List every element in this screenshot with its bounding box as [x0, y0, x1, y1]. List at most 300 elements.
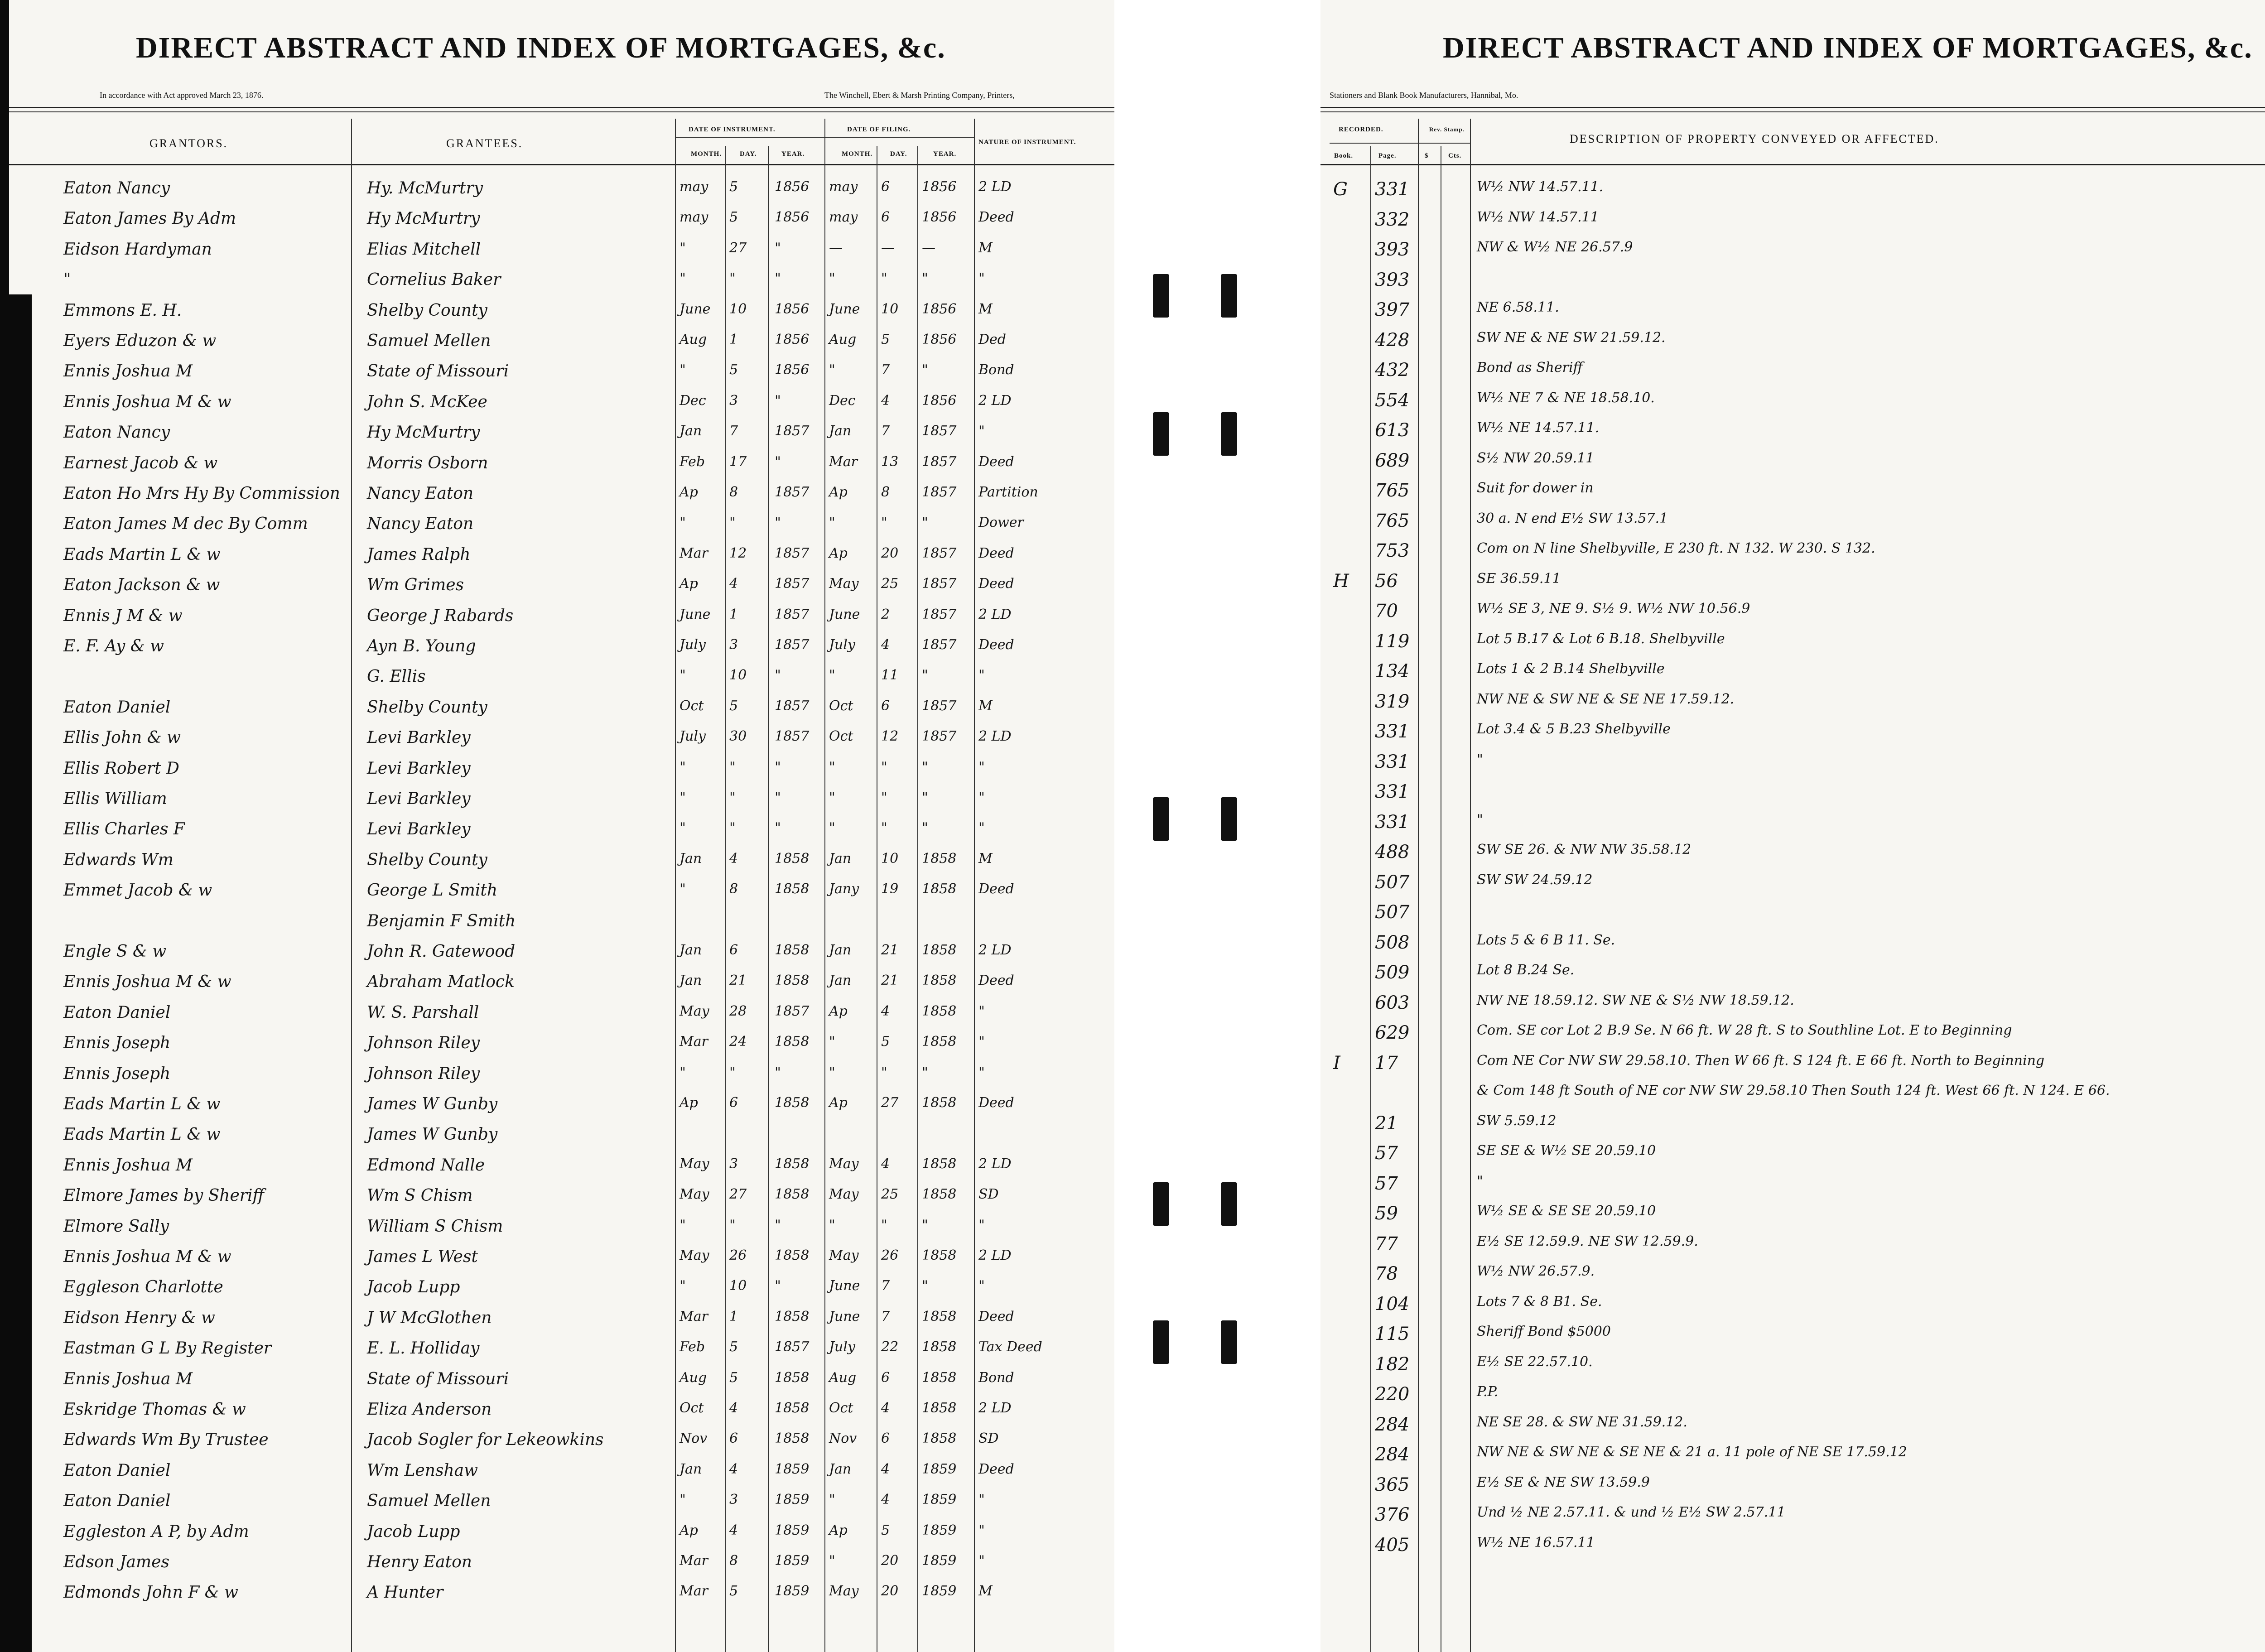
filing-month: ": [829, 790, 835, 805]
filing-day: 4: [881, 392, 890, 409]
instrument-year: 1858: [775, 942, 810, 958]
instrument-day: 5: [729, 179, 738, 195]
instrument-month: ": [680, 270, 686, 287]
grantee-name: Benjamin F Smith: [367, 911, 516, 930]
filing-month: ": [829, 759, 835, 775]
page-number: 21: [1375, 1113, 1398, 1134]
column-line: [351, 119, 352, 1652]
grantee-name: Samuel Mellen: [367, 332, 491, 350]
cents-header: Cts.: [1448, 152, 1462, 159]
instrument-year: ": [775, 392, 781, 409]
property-description: Com. SE cor Lot 2 B.9 Se. N 66 ft. W 28 ft. S to Southline Lot. E to Beginning: [1477, 1022, 2012, 1038]
property-description: S½ NW 20.59.11: [1477, 450, 1595, 466]
page-number: 220: [1375, 1384, 1410, 1405]
instrument-month: may: [680, 179, 708, 195]
filing-month: Jan: [829, 850, 852, 867]
filing-month: June: [829, 1308, 860, 1324]
filing-year: 1858: [922, 1430, 957, 1447]
instrument-day: 10: [729, 667, 747, 684]
instrument-nature: ": [978, 1553, 985, 1569]
filing-year: ": [922, 515, 928, 531]
page-number: 507: [1375, 872, 1410, 893]
month-header: MONTH.: [842, 150, 873, 158]
filing-year: 1858: [922, 973, 957, 989]
grantee-name: Wm Lenshaw: [367, 1461, 478, 1480]
filing-month: Jan: [829, 1461, 852, 1477]
grantor-name: Ennis Joshua M: [63, 362, 193, 381]
property-description: NE 6.58.11.: [1477, 299, 1559, 315]
instrument-day: 10: [729, 1278, 747, 1294]
grantor-name: Ennis Joshua M: [63, 1369, 193, 1388]
grantor-name: Ennis Joseph: [63, 1034, 171, 1053]
header-rule: [1320, 107, 2265, 108]
instrument-month: Oct: [680, 698, 704, 714]
instrument-day: 28: [729, 1003, 747, 1019]
page-number: 332: [1375, 209, 1410, 230]
day-header: DAY.: [890, 150, 907, 158]
instrument-day: 26: [729, 1247, 747, 1263]
instrument-nature: ": [978, 1492, 985, 1508]
property-description: W½ NW 14.57.11: [1477, 209, 1599, 225]
book-letter: G: [1333, 179, 1348, 200]
grantor-name: Eidson Henry & w: [63, 1308, 215, 1327]
grantee-name: George L Smith: [367, 881, 498, 900]
grantee-name: Eliza Anderson: [367, 1400, 492, 1419]
grantor-name: Eads Martin L & w: [63, 1095, 221, 1113]
filing-day: ": [881, 1217, 887, 1233]
page-number: 78: [1375, 1263, 1398, 1284]
instrument-day: ": [729, 270, 736, 287]
page-number: 432: [1375, 360, 1410, 380]
grantor-name: Ennis Joshua M & w: [63, 1247, 231, 1266]
grantees-header: GRANTEES.: [446, 137, 523, 150]
property-description: & Com 148 ft South of NE cor NW SW 29.58.10 Then South 124 ft. West 66 ft. N 124. E 66.: [1477, 1083, 2110, 1098]
instrument-day: ": [729, 759, 736, 775]
page-number: 182: [1375, 1353, 1410, 1375]
filing-year: ": [922, 1217, 928, 1233]
grantee-name: Wm S Chism: [367, 1186, 473, 1205]
filing-year: 1858: [922, 1003, 957, 1019]
filing-month: ": [829, 667, 835, 684]
month-header: MONTH.: [691, 150, 722, 158]
instrument-nature: Bond: [978, 362, 1014, 378]
instrument-day: 5: [729, 209, 738, 226]
instrument-day: 5: [729, 1583, 738, 1599]
instrument-day: 8: [729, 484, 738, 500]
instrument-month: ": [680, 1278, 686, 1294]
page-number: 331: [1375, 751, 1410, 772]
instrument-day: 5: [729, 1369, 738, 1386]
instrument-day: ": [729, 820, 736, 836]
filing-year: 1856: [922, 209, 957, 226]
page-header: Page.: [1378, 152, 1397, 159]
instrument-month: Feb: [680, 453, 705, 470]
filing-year: 1859: [922, 1522, 957, 1538]
instrument-nature: ": [978, 423, 985, 439]
property-description: Und ½ NE 2.57.11. & und ½ E½ SW 2.57.11: [1477, 1504, 1786, 1520]
property-description: NW NE 18.59.12. SW NE & S½ NW 18.59.12.: [1477, 992, 1794, 1008]
property-description: W½ NW 26.57.9.: [1477, 1263, 1595, 1279]
grantor-name: Ellis Robert D: [63, 759, 179, 778]
column-line: [1470, 119, 1471, 1652]
filing-month: ": [829, 362, 835, 378]
property-description: E½ SE & NE SW 13.59.9: [1477, 1474, 1650, 1490]
grantor-name: Eaton James M dec By Comm: [63, 515, 308, 534]
filing-day: 6: [881, 209, 890, 226]
instrument-day: 30: [729, 728, 747, 745]
instrument-year: ": [775, 270, 781, 287]
filing-month: ": [829, 1492, 835, 1508]
property-description: SW SE 26. & NW NW 35.58.12: [1477, 842, 1692, 857]
instrument-year: 1858: [775, 973, 810, 989]
instrument-month: Jan: [680, 423, 702, 439]
filing-month: Nov: [829, 1430, 857, 1447]
grantor-name: Edwards Wm: [63, 850, 173, 869]
filing-month: Dec: [829, 392, 856, 409]
instrument-nature: Deed: [978, 973, 1014, 989]
grantee-name: Levi Barkley: [367, 820, 471, 839]
grantor-name: Ennis Joshua M & w: [63, 973, 231, 992]
grantee-name: G. Ellis: [367, 667, 426, 686]
page-number: 331: [1375, 721, 1410, 742]
property-description: SW NE & NE SW 21.59.12.: [1477, 329, 1666, 346]
instrument-month: Mar: [680, 545, 708, 561]
instrument-month: May: [680, 1247, 709, 1263]
grantor-name: Eggleson Charlotte: [63, 1278, 223, 1297]
instrument-nature: ": [978, 820, 985, 836]
filing-month: ": [829, 270, 835, 287]
filing-day: 4: [881, 1492, 890, 1508]
page-number: 405: [1375, 1534, 1410, 1556]
filing-year: —: [922, 240, 935, 256]
column-line: [768, 146, 769, 1652]
instrument-day: 27: [729, 1186, 747, 1203]
day-header: DAY.: [740, 150, 757, 158]
grantor-name: Eaton Daniel: [63, 1492, 171, 1511]
book-header: Book.: [1334, 152, 1354, 159]
grantor-name: Earnest Jacob & w: [63, 453, 218, 472]
filing-year: 1858: [922, 881, 957, 897]
property-description: ": [1477, 751, 1483, 767]
publisher-note: Stationers and Blank Book Manufacturers, Hannibal, Mo.: [1330, 91, 1518, 100]
property-description: SW SW 24.59.12: [1477, 872, 1593, 888]
instrument-month: July: [680, 728, 706, 745]
act-note: In accordance with Act approved March 23, 1876.: [100, 91, 264, 100]
grantor-name: Ennis Joshua M: [63, 1156, 193, 1175]
instrument-year: 1857: [775, 545, 810, 561]
instrument-day: 1: [729, 332, 738, 347]
filing-month: ": [829, 1034, 835, 1050]
page-number: 765: [1375, 510, 1410, 531]
recorded-header: RECORDED.: [1339, 126, 1383, 133]
instrument-year: 1858: [775, 1369, 810, 1386]
filing-year: 1857: [922, 453, 957, 470]
instrument-nature: 2 LD: [978, 1400, 1012, 1416]
grantor-name: Eastman G L By Register: [63, 1339, 272, 1358]
instrument-year: ": [775, 759, 781, 775]
instrument-day: 24: [729, 1034, 747, 1050]
left-ledger-page: [9, 0, 1114, 1652]
grantee-name: W. S. Parshall: [367, 1003, 479, 1022]
instrument-year: 1856: [775, 179, 810, 195]
filing-year: ": [922, 270, 928, 287]
instrument-year: 1858: [775, 881, 810, 897]
page-number: 57: [1375, 1143, 1398, 1164]
instrument-year: 1858: [775, 1308, 810, 1324]
filing-day: ": [881, 759, 887, 775]
instrument-day: 5: [729, 1339, 738, 1355]
binding-hole: [1153, 1182, 1169, 1226]
grantor-name: Edmonds John F & w: [63, 1583, 238, 1602]
instrument-nature: 2 LD: [978, 1156, 1012, 1172]
instrument-month: ": [680, 759, 686, 775]
grantee-name: Henry Eaton: [367, 1553, 472, 1571]
page-number: 509: [1375, 962, 1410, 983]
instrument-day: 3: [729, 637, 738, 653]
filing-month: Oct: [829, 728, 853, 745]
grantee-name: Hy McMurtry: [367, 423, 480, 442]
instrument-month: ": [680, 790, 686, 805]
filing-month: may: [829, 179, 858, 195]
description-header: DESCRIPTION OF PROPERTY CONVEYED OR AFFECTED.: [1570, 132, 1939, 145]
instrument-year: 1857: [775, 1003, 810, 1019]
instrument-nature: SD: [978, 1186, 999, 1203]
instrument-nature: 2 LD: [978, 606, 1012, 622]
filing-year: ": [922, 1064, 928, 1080]
page-number: 17: [1375, 1052, 1398, 1074]
page-number: 70: [1375, 601, 1398, 621]
grantee-name: E. L. Holliday: [367, 1339, 480, 1358]
grantor-name: Engle S & w: [63, 942, 167, 961]
instrument-month: May: [680, 1156, 709, 1172]
instrument-month: Ap: [680, 1522, 698, 1538]
instrument-month: May: [680, 1003, 709, 1019]
property-description: SE SE & W½ SE 20.59.10: [1477, 1143, 1656, 1159]
grantee-name: Hy. McMurtry: [367, 179, 483, 197]
property-description: W½ NE 7 & NE 18.58.10.: [1477, 390, 1655, 406]
instrument-nature: Deed: [978, 453, 1014, 470]
instrument-nature: ": [978, 1278, 985, 1294]
filing-day: 6: [881, 1369, 890, 1386]
filing-day: 4: [881, 1003, 890, 1019]
date-filing-header: DATE OF FILING.: [847, 126, 911, 133]
instrument-day: 8: [729, 881, 738, 897]
instrument-year: ": [775, 790, 781, 805]
filing-year: ": [922, 759, 928, 775]
grantor-name: Edson James: [63, 1553, 169, 1571]
instrument-nature: Deed: [978, 576, 1014, 592]
instrument-month: Jan: [680, 942, 702, 958]
page-number: 56: [1375, 570, 1398, 592]
instrument-nature: ": [978, 759, 985, 775]
filing-day: 4: [881, 1156, 890, 1172]
filing-month: ": [829, 515, 835, 531]
instrument-nature: 2 LD: [978, 392, 1012, 409]
instrument-day: 5: [729, 362, 738, 378]
column-line: [974, 119, 975, 1652]
grantor-name: Eaton Daniel: [63, 1003, 171, 1022]
grantor-name: Ennis Joshua M & w: [63, 392, 231, 411]
filing-day: 4: [881, 1461, 890, 1477]
grantee-name: James W Gunby: [367, 1095, 498, 1113]
page-number: 488: [1375, 842, 1410, 862]
header-rule: [1320, 111, 2265, 112]
binding-hole: [1153, 412, 1169, 456]
grantee-name: Jacob Lupp: [367, 1278, 460, 1297]
instrument-nature: ": [978, 790, 985, 805]
filing-day: 20: [881, 1583, 899, 1599]
instrument-day: 6: [729, 1430, 738, 1447]
column-line: [1418, 119, 1419, 1652]
page-number: 603: [1375, 992, 1410, 1013]
filing-year: 1858: [922, 1400, 957, 1416]
instrument-nature: M: [978, 1583, 993, 1599]
instrument-year: 1857: [775, 1339, 810, 1355]
grantee-name: Jacob Lupp: [367, 1522, 460, 1541]
instrument-month: Jan: [680, 1461, 702, 1477]
filing-month: May: [829, 1247, 859, 1263]
property-description: Lot 5 B.17 & Lot 6 B.18. Shelbyville: [1477, 631, 1725, 647]
date-instrument-header: DATE OF INSTRUMENT.: [689, 126, 776, 133]
filing-year: ": [922, 1278, 928, 1294]
property-description: Sheriff Bond $5000: [1477, 1324, 1611, 1339]
grantee-name: John R. Gatewood: [367, 942, 516, 961]
instrument-nature: ": [978, 1064, 985, 1080]
filing-month: Jan: [829, 423, 852, 439]
instrument-day: 17: [729, 453, 747, 470]
grantee-name: Nancy Eaton: [367, 515, 474, 534]
filing-day: 4: [881, 1400, 890, 1416]
filing-day: 5: [881, 1522, 890, 1538]
page-number: 284: [1375, 1444, 1410, 1465]
instrument-day: 1: [729, 1308, 738, 1324]
filing-day: 20: [881, 545, 899, 561]
page-number: 689: [1375, 450, 1410, 471]
instrument-day: ": [729, 790, 736, 805]
instrument-nature: SD: [978, 1430, 999, 1447]
filing-day: 11: [881, 667, 899, 684]
filing-day: 8: [881, 484, 890, 500]
recorded-header-rule: [1330, 143, 1470, 144]
property-description: Suit for dower in: [1477, 480, 1594, 496]
filing-day: ": [881, 270, 887, 287]
grantor-name: Eaton Daniel: [63, 1461, 171, 1480]
property-description: Com on N line Shelbyville, E 230 ft. N 132. W 230. S 132.: [1477, 540, 1875, 556]
instrument-nature: ": [978, 667, 985, 684]
right-page-title: DIRECT ABSTRACT AND INDEX OF MORTGAGES, &c.: [1443, 31, 2253, 64]
property-description: Lots 7 & 8 B1. Se.: [1477, 1293, 1602, 1310]
instrument-year: 1857: [775, 637, 810, 653]
property-description: W½ SE & SE SE 20.59.10: [1477, 1203, 1656, 1219]
filing-month: May: [829, 1156, 859, 1172]
instrument-year: 1858: [775, 1034, 810, 1050]
instrument-day: 12: [729, 545, 747, 561]
binding-hole: [1221, 1182, 1237, 1226]
instrument-year: 1857: [775, 728, 810, 745]
instrument-year: 1859: [775, 1492, 810, 1508]
filing-year: 1857: [922, 576, 957, 592]
filing-month: Ap: [829, 1522, 848, 1538]
instrument-month: June: [680, 301, 711, 317]
instrument-year: ": [775, 667, 781, 684]
filing-day: ": [881, 1064, 887, 1080]
instrument-year: ": [775, 515, 781, 531]
binding-hole: [1221, 797, 1237, 841]
instrument-year: 1858: [775, 1186, 810, 1203]
grantee-name: Johnson Riley: [367, 1034, 480, 1053]
binding-gutter: [1114, 0, 1320, 1652]
filing-month: July: [829, 1339, 855, 1355]
filing-year: 1857: [922, 637, 957, 653]
grantee-name: J W McGlothen: [367, 1308, 492, 1327]
property-description: Lot 3.4 & 5 B.23 Shelbyville: [1477, 721, 1671, 737]
filing-year: 1859: [922, 1492, 957, 1508]
instrument-month: ": [680, 1064, 686, 1080]
instrument-year: 1859: [775, 1553, 810, 1569]
instrument-month: July: [680, 637, 706, 653]
instrument-day: 10: [729, 301, 747, 317]
grantee-name: Jacob Sogler for Lekeowkins: [367, 1430, 604, 1450]
instrument-nature: Tax Deed: [978, 1339, 1042, 1355]
filing-month: ": [829, 1217, 835, 1233]
filing-month: July: [829, 637, 855, 653]
property-description: NE SE 28. & SW NE 31.59.12.: [1477, 1414, 1687, 1430]
instrument-nature: ": [978, 1217, 985, 1233]
property-description: 30 a. N end E½ SW 13.57.1: [1477, 510, 1668, 526]
instrument-year: ": [775, 1278, 781, 1294]
grantor-name: Elmore James by Sheriff: [63, 1186, 265, 1205]
filing-year: 1858: [922, 1156, 957, 1172]
grantee-name: Shelby County: [367, 698, 487, 717]
instrument-month: Jan: [680, 973, 702, 989]
filing-day: 27: [881, 1095, 899, 1111]
instrument-nature: Deed: [978, 1461, 1014, 1477]
filing-day: ": [881, 515, 887, 531]
page-number: 115: [1375, 1324, 1410, 1344]
filing-month: June: [829, 1278, 860, 1294]
page-number: 59: [1375, 1203, 1398, 1224]
instrument-nature: Dower: [978, 515, 1024, 531]
page-number: 319: [1375, 691, 1410, 712]
grantor-name: Eads Martin L & w: [63, 1125, 221, 1144]
property-description: ": [1477, 1173, 1483, 1189]
filing-month: June: [829, 606, 860, 622]
filing-day: 22: [881, 1339, 899, 1355]
year-header: YEAR.: [933, 150, 957, 158]
property-description: Lots 5 & 6 B 11. Se.: [1477, 932, 1615, 948]
instrument-month: may: [680, 209, 708, 226]
instrument-nature: Deed: [978, 1095, 1014, 1111]
instrument-day: 6: [729, 942, 738, 958]
property-description: Lot 8 B.24 Se.: [1477, 962, 1575, 978]
instrument-nature: ": [978, 1034, 985, 1050]
grantee-name: Wm Grimes: [367, 576, 464, 595]
property-description: Bond as Sheriff: [1477, 360, 1583, 376]
grantor-name: Eskridge Thomas & w: [63, 1400, 246, 1419]
grantor-name: Eidson Hardyman: [63, 240, 212, 259]
grantor-name: Ellis John & w: [63, 728, 181, 747]
column-line: [824, 119, 825, 1652]
instrument-nature: Deed: [978, 881, 1014, 897]
filing-month: ": [829, 1064, 835, 1080]
left-page-title: DIRECT ABSTRACT AND INDEX OF MORTGAGES, &c.: [136, 31, 946, 64]
year-header: YEAR.: [781, 150, 805, 158]
instrument-year: 1858: [775, 1400, 810, 1416]
instrument-month: Ap: [680, 484, 698, 500]
filing-day: 4: [881, 637, 890, 653]
grantor-name: Edwards Wm By Trustee: [63, 1430, 269, 1450]
page-number: 77: [1375, 1233, 1398, 1254]
